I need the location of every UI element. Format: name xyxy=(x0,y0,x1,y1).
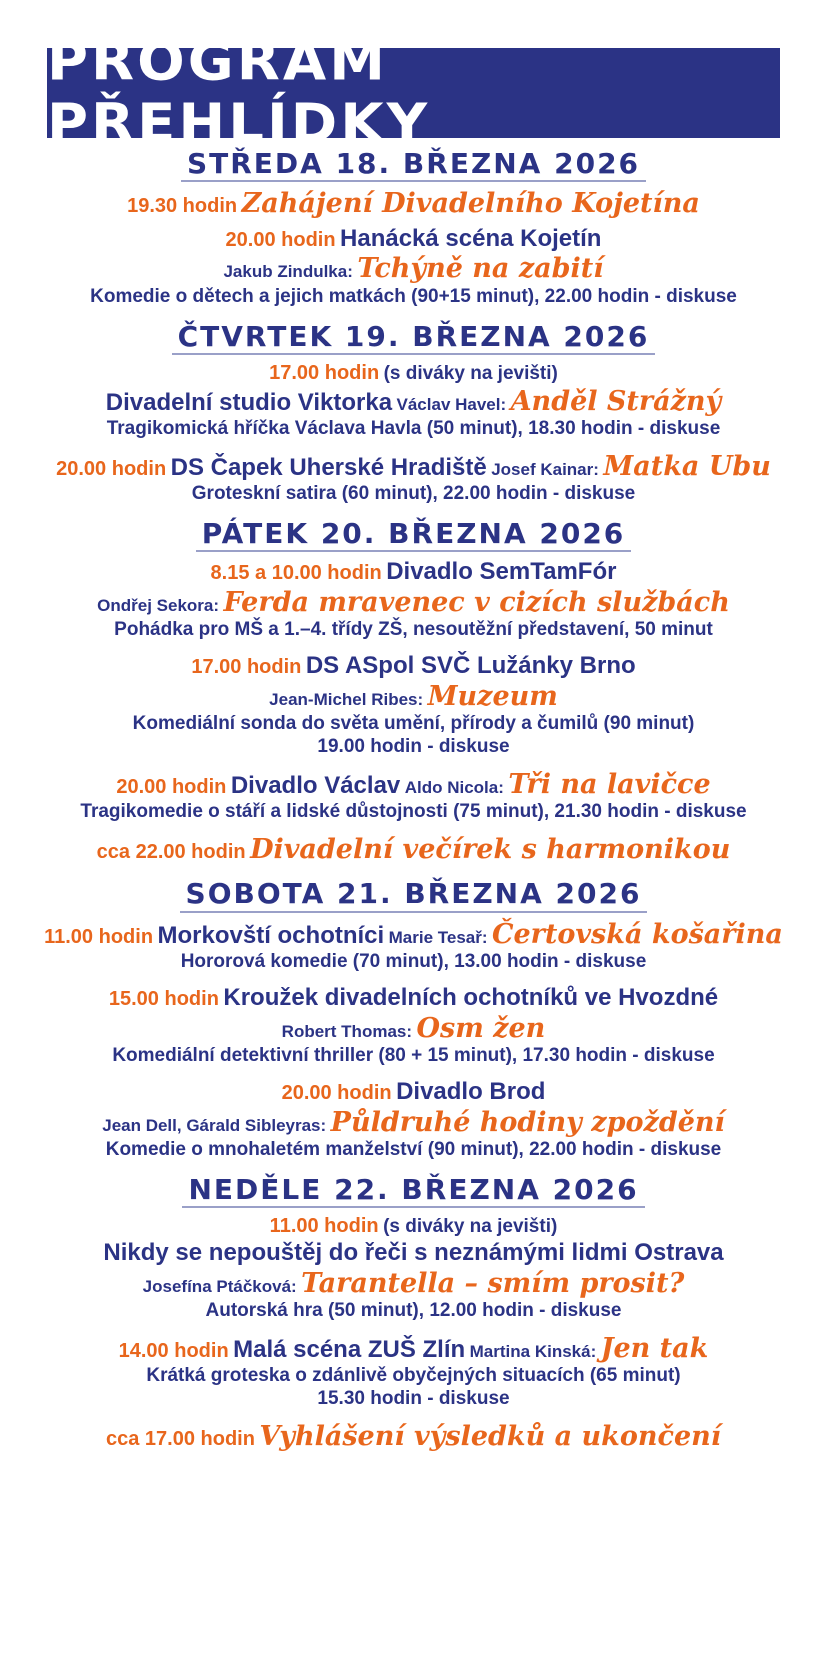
event-time: 17.00 hodin xyxy=(191,656,302,679)
event-time: 14.00 hodin xyxy=(118,1339,229,1362)
event-venue: Malá scéna ZUŠ Zlín xyxy=(233,1335,466,1363)
event-fri-play-line xyxy=(40,587,787,619)
event-author: Josefína Ptáčková: xyxy=(142,1276,297,1296)
event-time: 8.15 a 10.00 hodin xyxy=(210,562,382,585)
event-sun-play-line xyxy=(40,1268,787,1300)
event-title: Ferda mravenec v cizích službách xyxy=(223,586,730,618)
day-heading-sun: NEDĚLE 22. BŘEZNA 2026 xyxy=(182,1174,644,1208)
event-venue: DS ASpol SVČ Lužánky Brno xyxy=(305,652,636,680)
event-title: Zahájení Divadelního Kojetína xyxy=(241,188,700,220)
event-title: Matka Ubu xyxy=(603,450,771,482)
event-fri-play-line-2 xyxy=(40,681,787,713)
event-author: Marie Tesař: xyxy=(388,927,488,947)
event-time: 20.00 hodin xyxy=(225,228,336,251)
event-fri-party xyxy=(40,834,787,866)
event-description: Komedie o mnohaletém manželství (90 minut), 22.00 hodin - diskuse xyxy=(105,1139,722,1160)
event-venue: Hanácká scéna Kojetín xyxy=(340,224,602,252)
event-time: 15.00 hodin xyxy=(108,987,219,1010)
event-fri-play-line-3 xyxy=(40,769,787,801)
event-title: Jen tak xyxy=(600,1332,709,1364)
event-note: (s diváky na jevišti) xyxy=(383,362,558,384)
event-venue: Divadlo Brod xyxy=(396,1077,546,1105)
event-venue: Divadlo SemTamFór xyxy=(386,558,617,586)
event-author: Josef Kainar: xyxy=(491,459,599,479)
event-description: Groteskní satira (60 minut), 22.00 hodin - diskuse xyxy=(191,483,636,505)
event-title: Tchýně na zabití xyxy=(357,253,604,285)
event-description: Hororová komedie (70 minut), 13.00 hodin - diskuse xyxy=(180,951,647,973)
event-wed-venue-line xyxy=(40,225,787,254)
event-time: 17.00 hodin xyxy=(269,361,380,384)
event-description-2: 19.00 hodin - diskuse xyxy=(317,736,510,758)
event-sun-play-line-2 xyxy=(40,1333,787,1365)
event-venue: Nikdy se nepouštěj do řeči s neznámými lidmi Ostrava xyxy=(103,1238,724,1266)
event-sun-venue-line xyxy=(40,1239,787,1268)
event-author: Jean-Michel Ribes: xyxy=(269,689,424,709)
event-sat-play-line-3 xyxy=(40,1107,787,1139)
program-list xyxy=(40,140,787,1453)
event-description: Tragikomická hříčka Václava Havla (50 minut), 18.30 hodin - diskuse xyxy=(106,417,721,439)
event-author: Jean Dell, Gárald Sibleyras: xyxy=(102,1115,327,1135)
event-venue: Morkovští ochotníci xyxy=(157,921,385,949)
event-sat-venue-line-3 xyxy=(40,1078,787,1107)
event-author: Aldo Nicola: xyxy=(404,777,504,797)
day-heading-fri: PÁTEK 20. BŘEZNA 2026 xyxy=(196,518,632,552)
event-title: Čertovská košařina xyxy=(492,918,783,950)
event-title: Anděl Strážný xyxy=(510,385,722,417)
event-venue: DS Čapek Uherské Hradiště xyxy=(170,453,487,481)
event-author: Jakub Zindulka: xyxy=(223,262,353,282)
event-wed-play-line xyxy=(40,253,787,285)
event-description: Krátká groteska o zdánlivě obyčejných situacích (65 minut) xyxy=(146,1365,681,1387)
event-title: Půldruhé hodiny zpoždění xyxy=(330,1106,725,1138)
event-venue: Divadlo Václav xyxy=(230,771,401,799)
title-banner xyxy=(47,31,780,155)
event-author: Ondřej Sekora: xyxy=(97,595,220,615)
event-time: 20.00 hodin xyxy=(281,1081,392,1104)
event-thu-time-line xyxy=(40,361,787,386)
event-sat-venue-line-2 xyxy=(40,984,787,1013)
event-sun-closing xyxy=(40,1421,787,1453)
event-sat-play-line-2 xyxy=(40,1013,787,1045)
event-description: Komedie o dětech a jejich matkách (90+15 minut), 22.00 hodin - diskuse xyxy=(90,285,737,307)
event-description: Autorská hra (50 minut), 12.00 hodin - diskuse xyxy=(205,1299,622,1321)
event-fri-venue-line xyxy=(40,558,787,587)
event-description: Tragikomedie o stáří a lidské důstojnosti (75 minut), 21.30 hodin - diskuse xyxy=(80,801,747,823)
event-time: 20.00 hodin xyxy=(116,775,227,798)
event-description-2: 15.30 hodin - diskuse xyxy=(317,1387,510,1409)
event-description: Komediální detektivní thriller (80 + 15 minut), 17.30 hodin - diskuse xyxy=(112,1045,715,1067)
event-venue: Kroužek divadelních ochotníků ve Hvozdné xyxy=(223,983,719,1011)
event-description: Komediální sonda do světa umění, přírody a čumilů (90 minut) xyxy=(132,713,695,735)
event-time: 11.00 hodin xyxy=(44,925,154,948)
day-heading-sat: SOBOTA 21. BŘEZNA 2026 xyxy=(180,878,648,912)
event-time: 20.00 hodin xyxy=(56,457,167,480)
event-note: (s diváky na jevišti) xyxy=(383,1215,558,1237)
event-author: Robert Thomas: xyxy=(281,1021,413,1041)
page-title: PROGRAM PŘEHLÍDKY xyxy=(47,31,431,155)
event-author: Václav Havel: xyxy=(396,394,507,414)
event-author: Martina Kinská: xyxy=(469,1341,597,1361)
event-title: Muzeum xyxy=(427,680,558,712)
event-time: cca 22.00 hodin xyxy=(96,841,246,864)
event-title: Osm žen xyxy=(416,1012,546,1044)
event-sat-play-line xyxy=(40,919,787,951)
event-title: Divadelní večírek s harmonikou xyxy=(250,834,731,866)
day-heading-thu: ČTVRTEK 19. BŘEZNA 2026 xyxy=(172,321,656,355)
event-title: Tři na lavičce xyxy=(508,768,711,800)
event-title: Tarantella – smím prosit? xyxy=(301,1267,685,1299)
event-sun-time-line xyxy=(40,1214,787,1239)
event-wed-opening xyxy=(40,188,787,220)
event-fri-venue-line-2 xyxy=(40,652,787,681)
event-description: Pohádka pro MŠ a 1.–4. třídy ZŠ, nesoutěžní představení, 50 minut xyxy=(114,619,713,641)
event-time: cca 17.00 hodin xyxy=(105,1427,255,1450)
day-heading-wed: STŘEDA 18. BŘEZNA 2026 xyxy=(181,148,646,182)
event-time: 19.30 hodin xyxy=(127,195,238,218)
event-title: Vyhlášení výsledků a ukončení xyxy=(259,1420,722,1452)
event-venue: Divadelní studio Viktorka xyxy=(105,388,393,416)
event-thu-play-line xyxy=(40,386,787,418)
event-thu-play-line-2 xyxy=(40,451,787,483)
event-time: 11.00 hodin xyxy=(269,1214,379,1237)
